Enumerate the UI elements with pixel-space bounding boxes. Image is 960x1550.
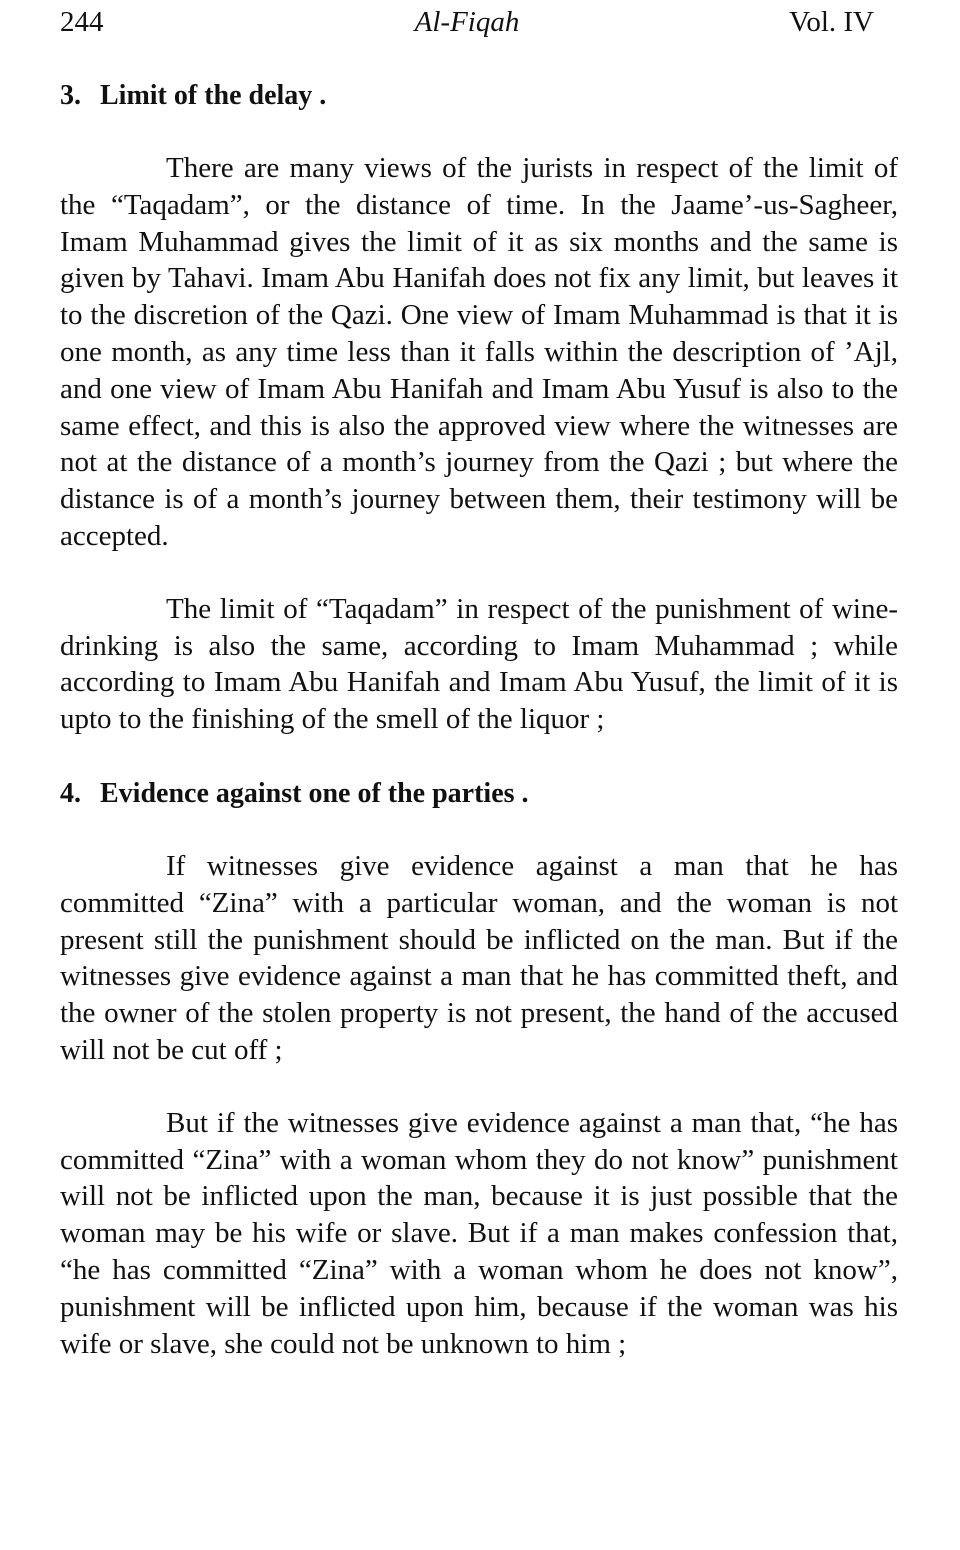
section-number: 4. <box>60 777 81 809</box>
section-title: Limit of the delay . <box>100 80 327 111</box>
volume-label: Vol. IV <box>789 6 874 38</box>
book-title: Al-Fiqah <box>414 6 520 38</box>
running-header <box>60 2 874 42</box>
paragraph: But if the witnesses give evidence against a man that, “he has committed “Zina” with a woman whom they do not know” punishment will not be inflicted upon the man, because it is just possible that the woman may be his wife or slave. But if a man makes confession that, “he has committed “Zina” with a woman whom he does not know”, punishment will be inflicted upon him, because if the woman was his wife or slave, she could not be unknown to him ; <box>60 1106 898 1360</box>
paragraph: If witnesses give evidence against a man that he has committed “Zina” with a particular woman, and the woman is not present still the punishment should be inflicted on the man. But if the witnesses give evidence against a man that he has committed theft, and the owner of the stolen property is not present, the hand of the accused will not be cut off ; <box>60 849 898 1066</box>
section-heading-limit-of-delay <box>60 76 898 116</box>
paragraph: The limit of “Taqadam” in respect of the punishment of wine-drinking is also the same, according to Imam Muhammad ; while according to Imam Abu Hanifah and Imam Abu Yusuf, the limit of it is upto to the finishing of the smell of the liquor ; <box>60 592 898 736</box>
page-number: 244 <box>60 6 104 38</box>
section-number: 3. <box>60 80 81 111</box>
section-heading-evidence-against-parties <box>60 774 898 814</box>
paragraph: There are many views of the jurists in respect of the limit of the “Taqadam”, or the distance of time. In the Jaame’-us-Sagheer, Imam Muhammad gives the limit of it as six months and the same is given by Tahavi. Imam Abu Hanifah does not fix any limit, but leaves it to the discretion of the Qazi. One view of Imam Muhammad is that it is one month, as any time less than it falls within the description of ’Ajl, and one view of Imam Abu Hanifah and Imam Abu Yusuf is also to the same effect, and this is also the approved view where the witnesses are not at the distance of a month’s journey from the Qazi ; but where the distance is of a month’s journey between them, their testimony will be accepted. <box>60 152 898 552</box>
section-title: Evidence against one of the parties . <box>100 777 529 809</box>
page-body <box>60 76 898 1362</box>
